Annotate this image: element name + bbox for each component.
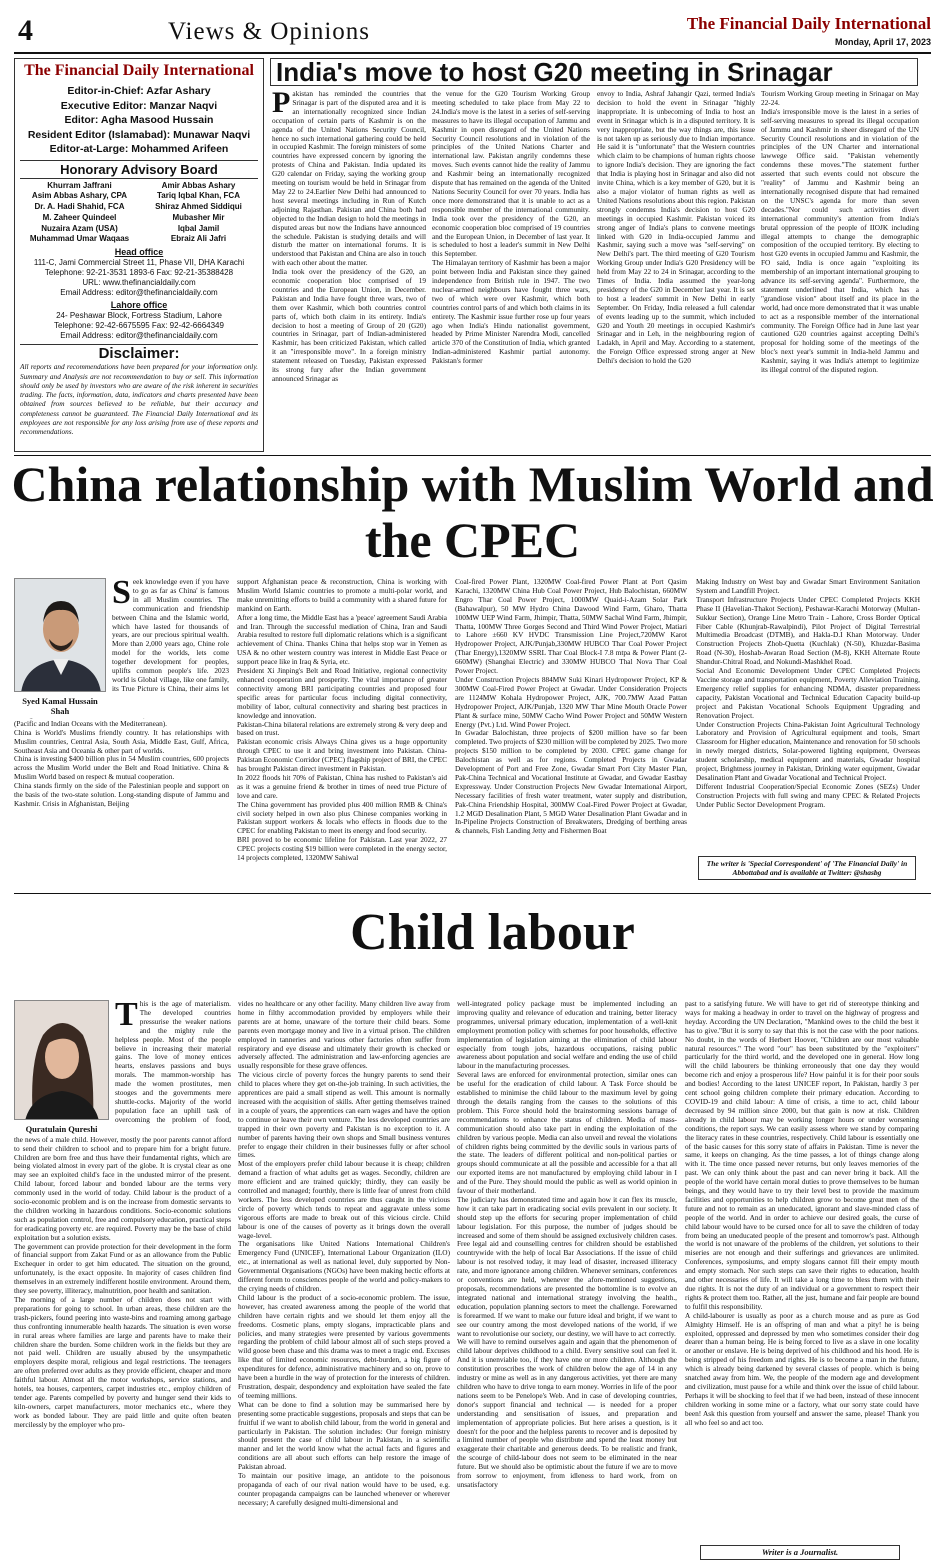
page-number: 4	[18, 14, 33, 47]
article-headline: India's move to host G20 meeting in Srinagar	[276, 57, 833, 87]
section-rule	[14, 893, 931, 894]
disclaimer-text: All reports and recommendations have been prepared for your information only. Summary and Analysis are not recommendation to buy or sell. This information should only be used by investors who are aware of the risk inherent in securities trading. The facts, information, data, indicators and charts presented have been obtained from sources believed to be reliable, but their accuracy and completeness cannot be guaranteed. The Financial Daily International and its employees are not responsible for any loss arising from use of these reports and recommendations.	[20, 362, 258, 437]
writer-note: The writer is 'Special Correspondent' of 'The Financial Daily' in Abbottabad and is available at Twitter: @shasbg	[698, 856, 916, 880]
article-column: well-integrated policy package must be implemented including an improving quality and relevance of education and training, better literacy programmes, universal primary education, implementation of a well-knit employment promotion policy with schemes for poor households, effective implementation of legislation aiming at the elimination of child labour especially from tough jobs, hazardous occupations, raising public awareness about population and social welfare and ending the use of child labour in the manufacturing processes. Several laws are enforced for environmental protection, similar ones can be useful for the eradication of child labour. A Task Force should be established to minimise the child labour to the maximum level by going through the details ranging from the causes to the solutions of this problem. This Force should hold the brainstorming sessions barrage of recommendations to enhance the status of children. Media of mass-communication should also take part in ending the exploitation of the children by various people. Media can also unveil and reveal the violations of children rights being committed by the devilic souls in various parts of the state. The leaders of different political and non-political parties or groups should communicate at all the possible and accessible for a that all our exported items are not manufactured by employing child labour in I and of the Pure. They should mould the public as well as world opinion in favour of their motherland. The judiciary has demonstrated time and again how it can flex its muscle, how it can take part in eradicating social evils prevalent in our society. It should step up the efforts for securing proper implementation of child labour legislation. For this purpose, the number of judges should be increased and some of them should be assigned exclusively children cases. Free legal aid and counselling centres for children should be established countrywide with the help of local Bar Associations. If the issue of child labour is not resolved today, it may lead of disaster, increased illiteracy rate, and more ignorance among children. Whenever seminars, conferences or conventions are held, whenever the afore-mentioned suggestions, proposals, recommendations are presented the bottomline is to evolve an integrated national and international strategy involving the health., education, population planning sectors to meet the challenge. Forewarned is forearmed. If we want to make our future ideal and bright, if we want to see our country among the most developed nations of the world, if we want to revolutionise our society, our destiny, we will have to act correctly. We will have to remind ourselves again and again that the phenomenon of child labour deprives childhood to a child. Every sensitive soul can feel it. And it is unenviable too, if they have one or more children. Although the constitution proscribes the work of children below the age of 14 in any industry or mine as well as in any dangerous activities, yet there are many children who have to drive tonga to earn money. Worries in life of the poor nations seem to be Penelope's Web. And in case of developing countries, donor's support financial and technical — is needed for a proper understanding and sensitisation of issues, and preparation and implementation of appropriate policies. But here arises a question, is it doesn't for the poor and the helpless parents to recover and is deposited by a limited number of people who distribute and spend the least money but exaggerate their charitable and generous deeds. To be realistic and frank, the scourge of child-labour does not seem to be eliminated in the near future. But we should also be optimistic about the future if we are to move from sorrow to enjoyment, from idleness to hard work, from on unsatisfactory	[457, 1000, 677, 1489]
article-column	[14, 718, 229, 886]
drop-cap: S	[112, 578, 131, 611]
column-text: his is the age of materialism. The developed countries pressurise the weaker nations and the mighty rule the helpless people. Most of the people believe in increasing their material gains. The love of money entices hearts, enslaves passions and buys morals. The mammon-worship has made the women prostitutes, men stooges and the governments mere shuttle-cocks. Majority of the world population face an uphill task of overcoming the problem of food,	[115, 1000, 231, 1124]
article-column: Making Industry on West bay and Gwadar Smart Environment Sanitation System and Landfill Project. Transport Infrastructure Projects Under CPEC Completed Projects KKH Phase II (Havelian-Thakot Section), Peshawar-Karachi Motorway (Multan-Sukkur Section), Orange Line Metro Train - Lahore, Cross Border Optical Fiber Cable (Khunjrab-Rawalpindi), Pilot Project of Digital Terrestrial Multimedia Broadcast (DTMB), and Hakla-D.I Khan Motorway. Under Construction Projects Zhob-Quetta (Kuchlak) (N-50), Khuzdar-Basima Road (N-30), Hoshab-Awaran Road Section (M-8), KKH Alternate Route Shandur-Chitral Road, and Nokundi-Mashkhel Road. Social And Economic Development Under CPEC Completed Projects Vaccine storage and transportation equipment, Poverty Alleviation Training, Emergency relief supplies for enhancing NDMA, disaster preparedness capacity, Pakistan Vocational and Technical Education Capacity build-up project and Pakistan Vocational Schools Equipment Upgrading and Renovation Project. Under Construction Projects China-Pakistan Joint Agricultural Technology Laboratory and Provision of Agricultural equipment and tools, Smart Classroom for Higher education, Maintenance and renovation for 50 schools in newly merged districts, Solar-powered lighting equipment, Overseas student scholarship, medical equipment and materials, Gwadar hospital project, Brightness journey in Pakistan, Drinking water equipment, Gwadar Desalination Plant and Gwadar Vocational and Technical Project. Different Industrial Cooperation/Special Economic Zones (SEZs) Under Construction Projects with full swing and many CPEC & Related Projects Under Public Sector Development Program.	[696, 578, 920, 809]
article-column: Tourism Working Group meeting in Srinagar on May 22-24. India's irresponsible move is the latest in a series of self-serving measures to spread its illegal occupation of Jammu and Kashmir in sheer disregard of the UN Security Council resolutions and in violation of the principles of the UN Charter and international lawwege Office said. "Pakistan vehemently condemns these moves."The statement further asserted that such events could not obscure the "reality" of Jammu and Kashmir being an internationally recognised dispute that had remained on the UNSC's agenda for more than seven decades."Nor could such activities divert international community's attention from India's brutal oppression of the people of IIOJK including illegal attempts to change the demographic composition of the occupied territory. By electing to host G20 events in occupied Jammu and Kashmir, the FO said, India is once again "exploiting its membership of an important international grouping to advance its self-serving agenda". Furthermore, the statement underlined that India, which has a "grandiose vision" about itself and its place in the world, had once more demonstrated that it was unable to act as a responsible member of the international community. The Foreign Office had in June last year cautioned G20 countries against accepting Delhi's proposal for holding some of the meetings of the bloc's next year's summit in India-held Jammu and Kashmir, saying it was India's attempt to legitimize its illegal control of the disputed region.	[761, 90, 919, 375]
advisor-name: Shiraz Ahmed Siddiqui	[155, 202, 242, 212]
head-office-title: Head office	[114, 247, 164, 258]
advisory-board-list	[20, 181, 258, 246]
advisor-name: Asim Abbas Ashary, CPA	[31, 191, 128, 201]
address-line: 111-C, Jami Commercial Street 11, Phase VII, DHA Karachi	[33, 258, 245, 268]
head-office	[20, 247, 258, 298]
column-text: akistan has reminded the countries that Srinagar is part of the disputed area and it is an internationally recognized since Indian occupation of certain parts of Kashmir is on the agenda of the United Nations Security Council, hence no such international gathering could be held in occupied Kashmir. The foreign ministers of some countries have expressed concern by ignoring the protests of China and Pakistan. India updated its G20 calendar on Friday, saying the working group meeting on tourism would be held in Srinagar from May 22 to 24.Earlier New Delhi had announced to host several meetings including in Run of Kutch adjoining Rajasthan. Pakistan and China both had objected to the Indian design to hold the meetings in disputed areas but now the Indians have announced the schedule. Pakistan is studying details and will disturb the matter on international forums. It is understood that Pakistan and China are also in touch with each other about the matter. India took over the presidency of the G20, an economic cooperation bloc comprised of 19 countries and the European Union, in December. Pakistan and India have fought three wars, two of them over Kashmir, which both countries control parts of, which both claim in its entirety. India's decision to host a meeting of Group of 20 (G20) countries in Srinagar, part of Indian-administered Kashmir, has been criticized Pakistan, which called it an "irresponsible move". In a foreign ministry statement released on Tuesday, Pakistan expressed its strong fury after the Indian government announced Srinagar as	[272, 90, 426, 383]
advisory-board-title: Honorary Advisory Board	[20, 160, 258, 179]
advisor-name: Muhammad Umar Waqaas	[29, 234, 130, 244]
advisor-name: Dr. A. Hadi Shahid, FCA	[34, 202, 125, 212]
drop-cap: P	[272, 90, 291, 119]
advisor-name: Ebraiz Ali Jafri	[170, 234, 227, 244]
editor-line: Executive Editor: Manzar Naqvi	[60, 99, 218, 112]
lahore-office	[20, 300, 258, 341]
article-headline: Child labour	[350, 904, 635, 961]
address-line: Telephone: 92-21-3531 1893-6 Fax: 92-21-35388428	[44, 268, 234, 278]
disclaimer-title: Disclaimer:	[20, 344, 258, 362]
advisor-name: Tariq Iqbal Khan, FCA	[157, 191, 240, 201]
author-photo	[14, 578, 106, 692]
editor-line: Editor-in-Chief: Azfar Ashary	[67, 85, 211, 97]
editorial-box	[14, 58, 264, 452]
column-text: eek knowledge even if you have to go as far as China' is famous in all Muslim countries. The communication and friendship between China and the Islamic world, which have lasted for thousands of years, are our precious spiritual wealth. More than 2,000 years ago, Chine role model for the worlds, lets come together development for peoples, uplifts common people's life. 2023 world is Global village, like one family, its True Picture is China, their aims let	[112, 578, 229, 692]
advisor-name: M. Zaheer Quindeel	[42, 212, 117, 222]
author-name: Syed Kamal Hussain Shah	[22, 696, 98, 716]
author-photo	[14, 1000, 109, 1120]
address-line: Email Address: editor@thefinancialdaily.com	[60, 288, 218, 298]
address-line: 24- Peshawar Block, Fortress Stadium, Lahore	[56, 311, 222, 321]
article-column: vides no healthcare or any other facility. Many children live away from home in filthy accommodation provided by employers while their parents are at home, unaware of the torture their child bears. Some parents even mortgage money and live in a virtual prison. The children employed in tanneries and various other factories often suffer from respiratory and eye disease and ultimately their growth is checked or adversely affected. The administration and law-enforcing agencies are usually responsible for these grave offences. The vicious circle of poverty forces the hungry parents to send their child to places where they get on-the-job training. In such activities, the apprentices are paid a small stipend as well. This amount is normally increased with the acquisition of skills. After getting themselves trained in a couple of years, the apprentices can earn wages and have the option to continue or leave their own venture. The less developed countries are trapped in their own poverty and Pakistan is no exception to it. A number of parents having their own shops and Small business ventures prefer to engage their children in their businesses fully or after school times. Most of the employers prefer child labour because it is cheap; children demand a fraction of what adults get as wages. Secondly, children are more efficient and are trained quickly; thirdly, they can easily be controlled and managed; fourthly, there is little fear of unrest from child workers. The less developed countries are thus caught in the vicious circle of poverty which tends to repeat and aggravate unless some vigorous efforts are made to break out of this vicious circle. Child labour is one of the causes of poverty as it brings down the overall wage-level. The organisations like United Nations International Children's Emergency Fund (UNICEF), International Labour Organization (ILO) etc., at international as well as national level, duly supported by Non-Governmental Organisations (NGOs) have been making hectic efforts at different forum to consciences people of the world and policy-makers to the crying needs of children. Child labour is the product of a socio-economic problem. The issue, however, has created awareness among the people of the world that children have certain rights and we should let them enjoy all the freedoms. Cosmetic plans, empty slogans, impracticable plans and policies, and many strategies were presented by various governments regarding the problem of child labour almost all of such steps proved a wild goose been chase and this drama was to meet a tragic end. Excuses like that of limited economic resources, debt-burden, a big figure of expenditures for defence, administrative machinery and so on, prove to have been a hurdle in the way of protection for the interests of children. Frustration, despair, despondency and exploitation have sealed the fate of teeming millions. What can be done to find a solution may be summarised here by presenting some practicable suggestions, proposals and steps that can be fruitful if we want to abolish child labour, from the world in general and particularly in Pakistan. The solution includes: Our foreign ministry should present the case of child labour in Pakistan, in a scientific manner and let the world know what the actual facts and figures and conditions are all about such efforts can help restore the image of Pakistan abroad. To maintain our positive image, an antidote to the poisonous propaganda of each of our rival nation would have to be used, e.g. counter propaganda campaigns can be launched whenever or wherever necessary; A carefully designed multi-dimensional and	[238, 1000, 450, 1507]
editor-line: Editor: Agha Masood Hussain	[64, 114, 214, 126]
header-rule	[14, 52, 931, 54]
address-line: Telephone: 92-42-6675595 Fax: 92-42-6664349	[54, 321, 224, 331]
advisor-name: Mubasher Mir	[172, 212, 225, 222]
author-name: Quratulain Qureshi	[25, 1124, 98, 1134]
writer-note: Writer is a Journalist.	[700, 1545, 900, 1560]
column-text: (Pacific and Indian Oceans with the Mediterranean). China is World's Muslims friendly country. It has relationships with Muslim countries, Central Asia, South Asia, Middle East, Gulf, Africa, Southeast Asia and Oceania & other part of worlds. China is investing $400 billion plus in 54 Muslim countries, 600 projects across the Muslim World under the Belt and Road Initiative. China & Muslim World based on respect & mutual cooperation. China stands firmly on the side of the Palestinian people and support on the basis of the two-state solution. Long-standing dispute of Jammu and Kashmir. Crisis in Afghanistan, Beijing	[14, 718, 229, 808]
advisor-name: Amir Abbas Ashary	[161, 180, 236, 190]
editor-line: Editor-at-Large: Mohammed Arifeen	[49, 143, 229, 155]
article-column	[272, 90, 426, 450]
dateline: Monday, April 17, 2023	[834, 37, 931, 47]
lahore-office-title: Lahore office	[110, 300, 168, 311]
column-text: the news of a male child. However, mostly the poor parents cannot afford to send their children to school and to prepare him for a bright future. Children are born free and thus have their fundamental rights, which are being violated almost in every part of the globe. It is crystal clear as one may see an exploited child's face in the undusted mirror of the present. Child labour, forced labour and bonded labour are the terms very commonly used in the world of today. Child labour is the product of a socio-economic problem and is on the increase from domestic servants to the children working in hazardous conditions. Socio-economic solutions such as population control, free and compulsory education, practical steps for eradicating poverty etc. are required. Poverty may be the base of child exploitation but a solution exists. The government can provide protection for their development in the form of financial support from Zakat Fund or as an allowance from the Public Exchequer in order to get him educated. The situation on the ground, unfortunately, is the exact opposite. In majority of cases children find themselves in an extremely indifferent hostile environment. Around them, they see poverty, illiteracy, malnutrition, poor health and sanitation. The morning of a large number of children does not start with preparations for going to school. In urban areas, these children are the trash-pickers, found peering into waste-bins and roaming among garbage thus confronting innumerable health hazards. The situation is even worse in rural areas where families are large and parents have to make their children share the burden. Some children work in the fields but they are not paid well. Children are usually abused by the unsympathetic employers despite moral, religious and legal restrictions. The teenagers are often preferred over adults as they provide efficient, cheaper and more faithful labour. Almost all the motor workshops, service stations, and hotels, tea houses, carpenters, carpet industries etc., employ children of tender age. Parents compelled by poverty and hunger send their kids to kiln-owners, carpet manufacturers, motor mechanics etc., where they work as bonded labour. They are paid little and quite often beaten mercilessly by the employer who pro-	[14, 1136, 231, 1429]
editor-line: Resident Editor (Islamabad): Munawar Naqvi	[27, 128, 251, 141]
article-column	[14, 1136, 231, 1561]
masthead: The Financial Daily International	[686, 14, 931, 33]
article-column: past to a satisfying future. We will have to get rid of stereotype thinking and ways for making a headway in order to travel on the highway of progress and heyday. According the UN Declaration, "Mankind owes to the child the best it has to give."But it is sorry to say that this is not the case with the poor nations. No doubt, in the words of Herbert Hoover, "Children are our most valuable natural resources." The word "our" has been substituted by the "exploiters" particularly for the third world, and the developed one in general. How long will the child labourers be thinking erroneously that one day they would become rich and enjoy a prosperous life? How painful it is for their poor souls and bodies! According to the latest UNICEF report, In Pakistan, hardly 3 per cent school going children complete their primary education. According to COVID-19 and child labour: A time of crisis, a time to act, child labour decreased by 94 million since 2000, but that gain is now at risk. Children already in child labour may be working longer hours or under worsening conditions, the report says. We can easily assess where we stand by comparing the literacy rates in these countries, respectively. Child labour is essentially one of the basic causes for this sorry state of affairs in Pakistan. Time is never the same, it keeps on changing. As the time passes, a lot of things change along with it. The time once passed never returns, but only leaves memories of the past. We can only think about the past and can never bring it back. All the people of the world have certain moral duties to prove themselves to be human beings, and they would have to try their level best to provide the maximum facilities and opportunities to help children grow to become great men of the future and not to remain as an uneducated, ignorant and slave-minded class of people of the world. And in order to achieve our desired goals, the curse of child labour would have to be cursed once for all to save the children of today from being an uneducated people of the present and tomorrow's past. Although the world is not unaware of the problems of the children, yet solutions to their miseries are not enough and their sufferings and grievances are unlimited. Conferences, symposiums, and empty slogans cannot fill their empty mouth and empty stomach. Nor such steps can save their rights to education, health and other necessaries of life. It will take a long time to bless them with their due rights. It is not the duty of an individual or a government to respect their rights & protect them too. Rather, all the just, humane and fair people are bound to fulfil this responsibility. A child-labourer is usually as poor as a church mouse and as pure as God Almighty Himself. He is an offspring of man and what a pity! he is being exploited, oppressed and depressed by men who sometimes consider their dog dearer than a human being. He is being forced to live as a slave in one locality or another or enslave. He is being deprived of his childhood and his hood. He is being stripped of his freedom and rights. He is to become a man in the future, which is already being darkened by several classes of people. which is being snatched away from him. We, the people of the modern age and development and civilization, must pause for a while and think over the issue of child labour. Perhaps it will be shocking to feel that if we had been, instead of these innocent children working in some mine or a factory, what our sorry state could have been! Ask this question from yourself and answer the same, please! Thank you all who feel so and act too.	[685, 1000, 919, 1427]
article-column: Coal-fired Power Plant, 1320MW Coal-fired Power Plant at Port Qasim Karachi, 1320MW China Hub Coal Power Project, Hub Balochistan, 660MW Engro Thar Coal Power Project, 1000MW Quaid-i-Azam Solar Park (Bahawalpur), 50 MW Hydro China Dawood Wind Farm, Gharo, Thatta 100MW UEP Wind Farm, Jhimpir, Thatta, 50MW Sachal Wind Farm, Jhimpir, Thatta, 100MW Three Gorges Second and Third Wind Power Project, Matiari to Lahore ±660 KV HVDC Transmission Line Project,720MW Karot Hydropower Project, AJK/Punjab,330MW HUBCO Thar Coal Power Project (Thar Energy),1320MW SSRL Thar Coal Block-I 7.8 mtpa & Power Plant (2-660MW) (Shanghai Electric) and 330MW HUBCO Thal Nova Thar Coal Power Project. Under Construction Projects 884MW Suki Kinari Hydropower Project, KP & 300MW Coal-Fired Power Project at Gwadar. Under Consideration Projects are 1124MW Kohala Hydropower Project, AJK, 700.7MW Azad Pattan Hydropower Project, AJK/Punjab, 1320 MW Thar Mine Mouth Oracle Power Plant & surface mine, 50MW Cacho Wind Power Project and 50MW Western Energy (Pvt.) Ltd. Wind Power Project. In Gwadar Balochistan, three projects of $200 million have so far been completed. Two projects of $230 million will be completed by 2025. Two more projects $150 million to be completed by 2030. CPEC game change for Balochistan as well as for regions. Completed Projects in Gwadar Development of Port and Free Zone, Gwadar Smart Port City Master Plan, Pak-China Technical and Vocational Institute at Gwadar, and Gwadar Eastbay Expressway. Under Construction Projects New Gwadar International Airport, Necessary facilities of fresh water treatment, water supply and distribution, Pak-China Friendship Hospital, 300MW Coal-Fired Power Project at Gwadar, 1.2 MGD Desalination Plant, 5 MGD Water Desalination Plant Gwadar and in In-Pipeline Projects Construction of Breakwaters, Dredging of berthing areas & channels, Fish Landing Jetty and Fishermen Boat	[455, 578, 687, 836]
article-column: the venue for the G20 Tourism Working Group meeting scheduled to take place from May 22 to 24.India's move is the latest in a series of self-serving measures to have its illegal occupation of Jammu and Kashmir in open disregard of the United Nations Security Council resolutions and in violation of the principles of the United Nations Charter and international law. Pakistan angrily condemns these moves. Such events cannot hide the reality of Jammu and Kashmir being an internationally recognized dispute that has remained on the agenda of the United Nations Security Council for over 70 years. India has once more demonstrated that it is unable to act as a responsible member of the international community. India took over the presidency of the G20, an economic cooperation bloc comprised of 19 countries and the European Union, in December of last year. It is scheduled to host a leader's summit in New Delhi this September. The Himalayan territory of Kashmir has been a major point between India and Pakistan since they gained independence from British rule in 1947. The two nuclear-armed neighbours have fought three wars, two of which were over Kashmir, which both countries control parts of and which both claims in its entirety. The Kashmir issue further rose up four years ago when India's Hindu nationalist government, headed by Prime Minister Narendra Modi, cancelled article 370 of the Constitution of India, which granted Indian-administered Kashmir partial autonomy. Pakistan's former	[432, 90, 590, 366]
article-column: envoy to India, Ashraf Jahangir Qazi, termed India's decision to hold the event in Srinagar "highly inappropriate. It is unbecoming of India to host an event in Srinagar which is in a disputed territory. It is very inappropriate, but the way things are, this issue is not taken up as seriously due to Indian importance. He said it is "unfortunate" that the Western countries which claim to be champions of human rights choose to ignore India's decision. They are ignoring the fact that India is playing host in Srinagar and also did not invite China, which is a key member of G20, but it is also a major violator of human rights as well as United Nations resolutions about this region. Pakistan strongly condemns India's decision to host G20 meetings in occupied Kashmir. Pakistan voiced its strong anger of India's plans to convene meetings linked with G20 in India-occupied Jammu and Kashmir, saying such a move was "self-serving" on New Delhi's part. The third meeting of G20 Tourism Working Group under India's G20 Presidency will be held from May 22 to 24 in Srinagar, according to the Times of India. India assumed the year-long presidency of the G20 in December last year. It is set to host a leaders' summit in New Delhi in early September. On Friday, India released a full calendar of events leading up to the summit, which included G20 and Youth 20 meetings in occupied Kashmir's Srinagar and in Leh, in the neighbouring region of Ladakh, in April and May. According to a statement, the Foreign Office expressed strong anger at New Delhi's decision to hold the G20	[597, 90, 755, 366]
drop-cap: T	[115, 1000, 138, 1033]
advisor-name: Khurram Jaffrani	[47, 180, 112, 190]
address-line: Email Address: editor@thefinancialdaily.com	[60, 331, 218, 341]
article-column-lead	[112, 578, 229, 692]
advisor-name: Nuzaira Azam (USA)	[41, 223, 118, 233]
box-paper-name: The Financial Daily International	[24, 62, 254, 79]
article-column: support Afghanistan peace & reconstruction, China is working with Muslim World Islamic countries to promote a multi-polar world, and make unremitting efforts to build a community with a shared future for mankind on Earth. After a long time, the Middle East has a 'peace' agreement Saudi Arabia and Iran. Through the successful mediation of China, Iran and Saudi Arabia resulted to restore full diplomatic relations which is a significant achievement of China. Thanks China that helps stop war in Yemen as USA & no other western country was interest in Middle East Peace or support peace like in Iraq & Syria, etc. President Xi Jinping's Belt and Road Initiative, regional connectivity enhanced cooperation and prosperity. The vital importance of greater connectivity among BRI participating countries and proposed four specific areas for particular focus including digital connectivity, mobility of labor, cultural connectivity and sharing best practices in knowledge and innovation. Pakistan-China bilateral relations are extremely strong & very deep and based on trust. Pakistan economic crisis Always China gives us a huge opportunity through CPEC to use it and bring investment into Pakistan. China-Pakistan Economic Corridor (CPEC) flagship project of BRI, the CPEC has brought Pakistan direct investment in Pakistan. In 2022 floods hit 70% of Pakistan, China has rushed to Pakistan's aid as it was a genuine friend & brother in times of need true Picture of love and care. The China government has provided plus 400 million RMB & China's civil society helped in own also plus Chinese companies working in Pakistan support workers & locals who effects in floods due to the CPEC for enabling Pakistan to meet its energy and food security. BRI proved to be economic lifeline for Pakistan. Last year 2022, 27 CPEC projects costing $19 billion were completed in the energy sector, 14 projects completed, 1320MW Sahiwal	[237, 578, 447, 863]
advisor-name: Iqbal Jamil	[177, 223, 220, 233]
section-title: Views & Opinions	[168, 18, 370, 45]
article-headline: China relationship with Muslim World and the CPEC	[11, 456, 934, 568]
article-column-lead	[115, 1000, 231, 1125]
address-line: URL: www.thefinancialdaily.com	[82, 278, 196, 288]
